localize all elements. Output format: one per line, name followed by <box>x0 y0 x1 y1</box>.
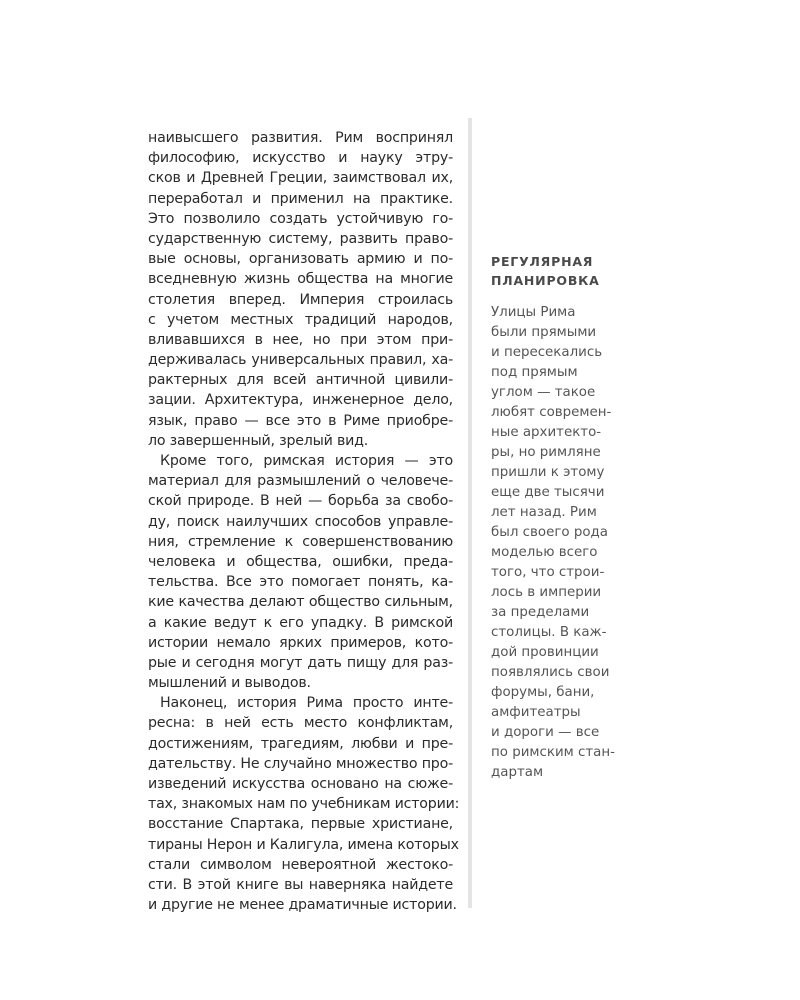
text-line: истории немало ярких примеров, кото- <box>148 634 453 651</box>
sidebar-heading-line: ПЛАНИРОВКА <box>491 273 600 288</box>
sidebar-text-line: дартам <box>491 765 544 780</box>
text-line: вливавшихся в нее, но при этом при- <box>148 331 453 348</box>
sidebar-text-line: любят современ- <box>491 405 612 420</box>
main-text-column <box>148 128 460 915</box>
text-line: наивысшего развития. Рим воспринял <box>148 130 453 146</box>
text-line: материал для размышлений о человече- <box>148 473 453 490</box>
text-line: сков и Древней Греции, заимствовал их, <box>148 170 453 187</box>
sidebar-text-line: дой провинции <box>491 645 599 660</box>
sidebar-text-line: были прямыми <box>491 325 597 340</box>
text-line: с учетом местных традиций народов, <box>148 311 453 328</box>
text-line: ло завершенный, зрелый вид. <box>148 432 369 449</box>
sidebar-text-line: углом — такое <box>491 385 596 400</box>
text-line: вые основы, организовать армию и по- <box>148 251 453 268</box>
sidebar-text-line: ры, но римляне <box>491 445 601 460</box>
text-line: и другие не менее драматичные истории. <box>148 897 457 914</box>
text-line: философию, искусство и науку этру- <box>148 150 453 167</box>
text-line: мышлений и выводов. <box>148 675 311 692</box>
sidebar-text-line: лось в империи <box>491 585 602 600</box>
sidebar-text-line: столицы. В каж- <box>491 625 607 640</box>
sidebar-text-line: появлялись свои <box>491 665 610 680</box>
sidebar-text-line: и дороги — все <box>491 725 600 740</box>
sidebar-text-line: за пределами <box>491 605 590 620</box>
text-line: человека и общества, ошибки, преда- <box>148 553 453 570</box>
text-line: кие качества делают общество сильным, <box>148 594 453 611</box>
text-line: сти. В этой книге вы наверняка найдете <box>148 876 453 893</box>
sidebar-text-line: под прямым <box>491 365 578 380</box>
column-divider <box>468 118 472 908</box>
text-line: тельства. Все это помогает понять, ка- <box>148 574 453 591</box>
text-line: а какие ведут к его упадку. В римской <box>148 614 453 631</box>
text-line: тах, знакомых нам по учебникам истории: <box>148 796 460 813</box>
text-line: ской природе. В ней — борьба за свобо- <box>148 493 453 510</box>
paragraph <box>148 128 453 451</box>
text-line: столетия вперед. Империя строилась <box>148 291 453 308</box>
text-line: изведений искусства основано на сюже- <box>148 776 453 792</box>
text-line: Это позволило создать устойчивую го- <box>148 210 453 227</box>
text-line: зации. Архитектура, инженерное дело, <box>148 392 453 409</box>
sidebar-text-line: и пересекались <box>491 345 603 360</box>
sidebar-heading-line: РЕГУЛЯРНАЯ <box>491 254 594 269</box>
paragraph <box>148 693 460 915</box>
text-line: достижениям, трагедиям, любви и пре- <box>148 735 453 752</box>
paragraph <box>148 451 453 693</box>
sidebar-text-line: моделью всего <box>491 545 598 560</box>
sidebar-text-line: Улицы Рима <box>491 305 576 320</box>
text-line: язык, право — все это в Риме приобре- <box>148 412 453 429</box>
sidebar-text-line: форумы, бани, <box>491 685 595 700</box>
text-line: Наконец, история Рима просто инте- <box>160 695 453 712</box>
text-line: вседневную жизнь общества на многие <box>148 271 453 288</box>
sidebar-text-line: был своего рода <box>491 525 608 540</box>
text-line: держивалась универсальных правил, ха- <box>148 352 453 369</box>
text-line: стали символом невероятной жестоко- <box>148 856 453 873</box>
text-line: восстание Спартака, первые христиане, <box>148 816 453 833</box>
sidebar-text-line: еще две тысячи <box>491 485 605 500</box>
text-line: переработал и применил на практике. <box>148 190 453 207</box>
text-line: ду, поиск наилучших способов управле- <box>148 513 453 530</box>
text-line: рактерных для всей античной цивили- <box>148 372 453 389</box>
sidebar-note <box>491 252 631 783</box>
sidebar-text-line: пришли к этому <box>491 465 605 480</box>
sidebar-text-line: амфитеатры <box>491 705 581 720</box>
text-line: Кроме того, римская история — это <box>160 453 453 469</box>
sidebar-text-line: лет назад. Рим <box>491 505 597 520</box>
text-line: дательству. Не случайно множество про- <box>148 755 453 772</box>
text-line: сударственную систему, развить право- <box>148 230 453 247</box>
text-line: тираны Нерон и Калигула, имена которых <box>148 836 459 853</box>
sidebar-text-line: по римским стан- <box>491 745 615 760</box>
sidebar-body <box>491 303 631 783</box>
text-line: ния, стремление к совершенствованию <box>148 533 453 550</box>
sidebar-text-line: ные архитекто- <box>491 425 602 440</box>
sidebar-text-line: того, что строи- <box>491 565 605 580</box>
text-line: ресна: в ней есть место конфликтам, <box>148 715 453 732</box>
text-line: рые и сегодня могут дать пищу для раз- <box>148 654 453 671</box>
